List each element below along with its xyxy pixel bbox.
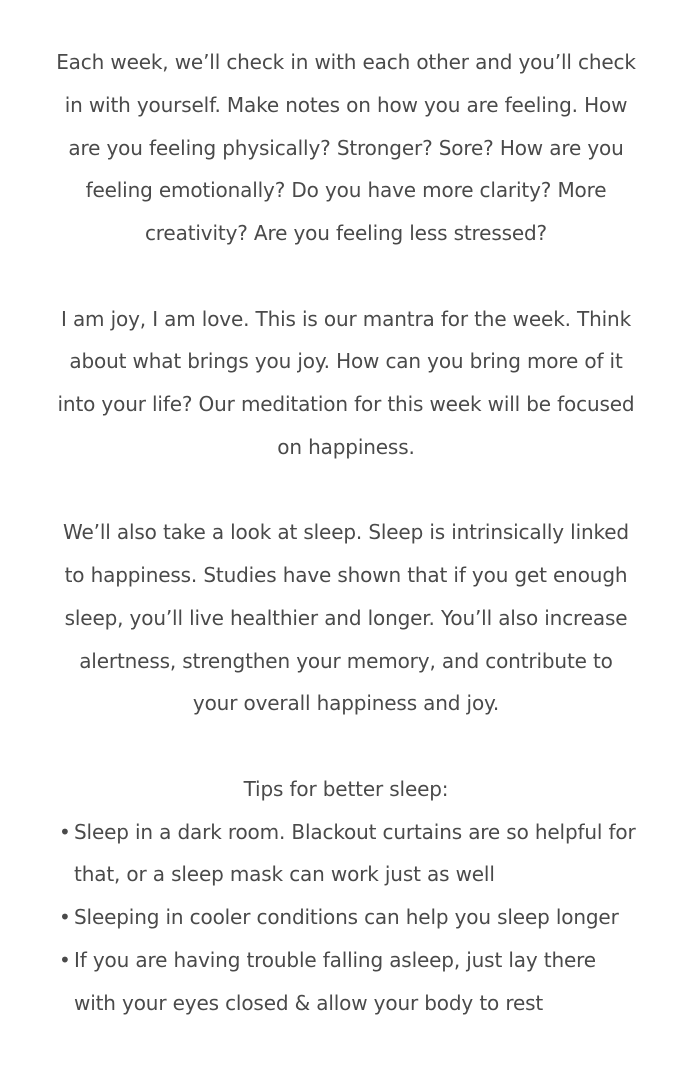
list-item xyxy=(56,896,636,939)
tips-heading: Tips for better sleep: xyxy=(243,776,449,801)
list-item-text: If you are having trouble falling asleep, just lay there with your eyes closed & allow your body to rest xyxy=(74,947,596,1015)
list-item xyxy=(56,811,636,897)
article-body xyxy=(56,41,636,1024)
list-item-text: Sleep in a dark room. Blackout curtains are so helpful for that, or a sleep mask can work just as well xyxy=(74,819,636,887)
bullet-icon: • xyxy=(59,819,71,844)
bullet-icon: • xyxy=(59,947,71,972)
list-item-text: Sleeping in cooler conditions can help you sleep longer xyxy=(74,905,619,929)
paragraph-sleep: We’ll also take a look at sleep. Sleep is intrinsically linked to happiness. Studies have shown that if you get enough sleep, you’ll live healthier and longer. You’ll also increase alertness, strengthen your memory, and contribute to your overall happiness and joy. xyxy=(63,520,629,716)
paragraph-check-in: Each week, we’ll check in with each other and you’ll check in with yourself. Make notes on how you are feeling. How are you feeling physically? Stronger? Sore? How are you feeling emotionally? Do you have more clarity? More creativity? Are you feeling less stressed? xyxy=(56,50,636,245)
tips-list xyxy=(56,811,636,1025)
paragraph-mantra: I am joy, I am love. This is our mantra for the week. Think about what brings you joy. How can you bring more of it into your life? Our meditation for this week will be focused on happiness. xyxy=(57,306,635,459)
bullet-icon: • xyxy=(59,905,71,929)
list-item xyxy=(56,939,636,1025)
